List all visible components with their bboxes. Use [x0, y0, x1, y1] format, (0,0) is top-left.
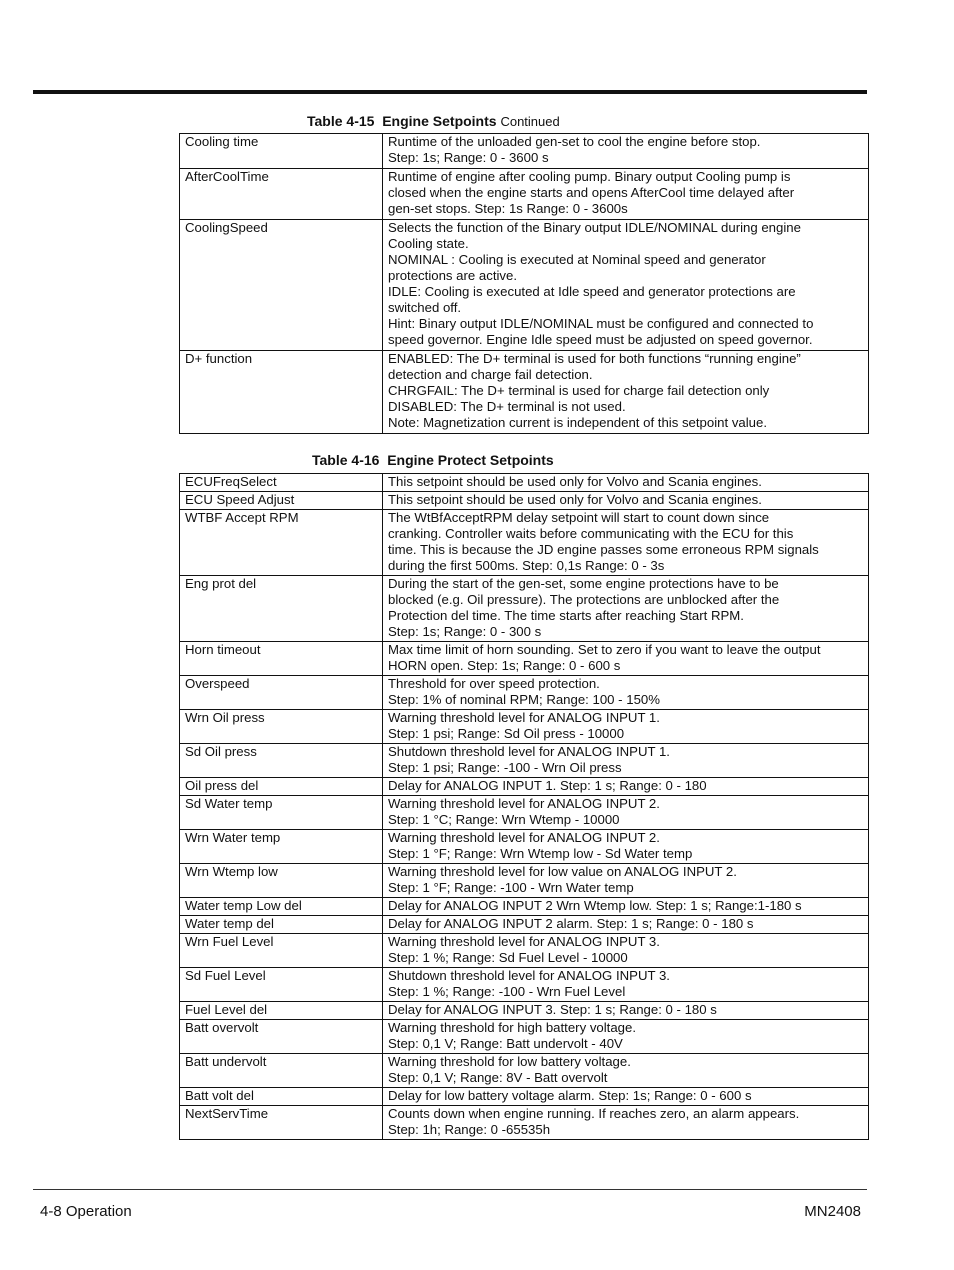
setpoint-name: D+ function — [180, 351, 383, 434]
setpoint-description — [383, 510, 869, 576]
setpoint-description — [383, 1020, 869, 1054]
setpoint-name: Cooling time — [180, 134, 383, 169]
table-row — [180, 1106, 869, 1140]
table-row — [180, 576, 869, 642]
description-line: Warning threshold level for ANALOG INPUT 1. — [388, 710, 660, 725]
setpoint-name: Wrn Oil press — [180, 710, 383, 744]
setpoint-description — [383, 576, 869, 642]
table-row — [180, 898, 869, 916]
table-row — [180, 830, 869, 864]
description-line: Delay for ANALOG INPUT 2 alarm. Step: 1 s; Range: 0 - 180 s — [388, 916, 754, 931]
setpoint-description — [383, 898, 869, 916]
setpoint-description — [383, 934, 869, 968]
setpoint-name: NextServTime — [180, 1106, 383, 1140]
description-line: Protection del time. The time starts after reaching Start RPM. — [388, 608, 744, 623]
engine-protect-setpoints-table — [179, 473, 869, 1140]
description-line: Step: 1h; Range: 0 -65535h — [388, 1122, 551, 1137]
description-line: NOMINAL : Cooling is executed at Nominal speed and generator — [388, 252, 766, 267]
table-row — [180, 864, 869, 898]
description-line: detection and charge fail detection. — [388, 367, 593, 382]
description-line: Warning threshold level for ANALOG INPUT 2. — [388, 796, 660, 811]
table-row — [180, 492, 869, 510]
description-line: Max time limit of horn sounding. Set to zero if you want to leave the output — [388, 642, 821, 657]
description-line: Warning threshold for low battery voltage. — [388, 1054, 631, 1069]
setpoint-description — [383, 1106, 869, 1140]
setpoint-name: Sd Water temp — [180, 796, 383, 830]
description-line: switched off. — [388, 300, 462, 315]
description-line: Warning threshold for high battery voltage. — [388, 1020, 637, 1035]
description-line: Step: 1 %; Range: Sd Fuel Level - 10000 — [388, 950, 628, 965]
setpoint-description — [383, 1088, 869, 1106]
setpoint-name: Water temp Low del — [180, 898, 383, 916]
table-row — [180, 934, 869, 968]
setpoint-name: Batt overvolt — [180, 1020, 383, 1054]
description-line: Step: 1 psi; Range: Sd Oil press - 10000 — [388, 726, 625, 741]
description-line: This setpoint should be used only for Volvo and Scania engines. — [388, 492, 762, 507]
description-line: Step: 1 °C; Range: Wrn Wtemp - 10000 — [388, 812, 620, 827]
description-line: CHRGFAIL: The D+ terminal is used for charge fail detection only — [388, 383, 770, 398]
description-line: Counts down when engine running. If reaches zero, an alarm appears. — [388, 1106, 800, 1121]
table-row — [180, 744, 869, 778]
table-row — [180, 169, 869, 220]
description-line: During the start of the gen-set, some engine protections have to be — [388, 576, 779, 591]
description-line: IDLE: Cooling is executed at Idle speed and generator protections are — [388, 284, 796, 299]
setpoint-description — [383, 134, 869, 169]
setpoint-name: Fuel Level del — [180, 1002, 383, 1020]
table-row — [180, 1054, 869, 1088]
setpoint-name: Wrn Wtemp low — [180, 864, 383, 898]
description-line: Step: 1 °F; Range: Wrn Wtemp low - Sd Water temp — [388, 846, 693, 861]
table-row — [180, 642, 869, 676]
setpoint-description — [383, 169, 869, 220]
setpoint-name: Batt volt del — [180, 1088, 383, 1106]
setpoint-name: CoolingSpeed — [180, 220, 383, 351]
description-line: ENABLED: The D+ terminal is used for both functions “running engine” — [388, 351, 801, 366]
description-line: Step: 1 %; Range: -100 - Wrn Fuel Level — [388, 984, 626, 999]
description-line: Cooling state. — [388, 236, 469, 251]
description-line: Delay for ANALOG INPUT 3. Step: 1 s; Range: 0 - 180 s — [388, 1002, 717, 1017]
table-row — [180, 351, 869, 434]
setpoint-description — [383, 676, 869, 710]
footer-doc-number: MN2408 — [804, 1203, 861, 1220]
setpoint-name: ECUFreqSelect — [180, 474, 383, 492]
description-line: DISABLED: The D+ terminal is not used. — [388, 399, 626, 414]
setpoint-name: Eng prot del — [180, 576, 383, 642]
description-line: Delay for ANALOG INPUT 1. Step: 1 s; Range: 0 - 180 — [388, 778, 707, 793]
table-4-15-caption — [307, 113, 560, 129]
description-line: Runtime of engine after cooling pump. Binary output Cooling pump is — [388, 169, 791, 184]
description-line: during the first 500ms. Step: 0,1s Range: 0 - 3s — [388, 558, 665, 573]
setpoint-description — [383, 642, 869, 676]
description-line: Step: 1 °F; Range: -100 - Wrn Water temp — [388, 880, 634, 895]
description-line: gen-set stops. Step: 1s Range: 0 - 3600s — [388, 201, 628, 216]
footer-rule — [33, 1189, 867, 1190]
table-4-16-caption — [312, 452, 554, 468]
setpoint-description — [383, 710, 869, 744]
description-line: Warning threshold level for ANALOG INPUT 2. — [388, 830, 660, 845]
description-line: protections are active. — [388, 268, 518, 283]
table-row — [180, 916, 869, 934]
description-line: Step: 1s; Range: 0 - 3600 s — [388, 150, 549, 165]
setpoint-description — [383, 220, 869, 351]
description-line: HORN open. Step: 1s; Range: 0 - 600 s — [388, 658, 621, 673]
setpoint-description — [383, 1002, 869, 1020]
caption-number: Table 4-16 — [312, 452, 380, 468]
setpoint-name: Sd Fuel Level — [180, 968, 383, 1002]
description-line: This setpoint should be used only for Volvo and Scania engines. — [388, 474, 762, 489]
description-line: Runtime of the unloaded gen-set to cool the engine before stop. — [388, 134, 761, 149]
setpoint-name: WTBF Accept RPM — [180, 510, 383, 576]
description-line: Step: 1 psi; Range: -100 - Wrn Oil press — [388, 760, 622, 775]
description-line: The WtBfAcceptRPM delay setpoint will start to count down since — [388, 510, 770, 525]
description-line: Step: 1% of nominal RPM; Range: 100 - 150% — [388, 692, 660, 707]
setpoint-name: Oil press del — [180, 778, 383, 796]
setpoint-description — [383, 351, 869, 434]
description-line: Delay for ANALOG INPUT 2 Wrn Wtemp low. Step: 1 s; Range:1-180 s — [388, 898, 802, 913]
description-line: Hint: Binary output IDLE/NOMINAL must be configured and connected to — [388, 316, 814, 331]
caption-number: Table 4-15 — [307, 113, 375, 129]
setpoint-name: Wrn Water temp — [180, 830, 383, 864]
table-row — [180, 778, 869, 796]
setpoint-name: ECU Speed Adjust — [180, 492, 383, 510]
setpoint-name: Horn timeout — [180, 642, 383, 676]
description-line: Threshold for over speed protection. — [388, 676, 600, 691]
table-row — [180, 676, 869, 710]
caption-title: Engine Setpoints — [382, 113, 497, 129]
description-line: Delay for low battery voltage alarm. Step: 1s; Range: 0 - 600 s — [388, 1088, 752, 1103]
caption-suffix: Continued — [500, 114, 560, 129]
setpoint-description — [383, 778, 869, 796]
table-row — [180, 1088, 869, 1106]
table-row — [180, 710, 869, 744]
table-row — [180, 968, 869, 1002]
setpoint-name: Water temp del — [180, 916, 383, 934]
description-line: Step: 0,1 V; Range: Batt undervolt - 40V — [388, 1036, 623, 1051]
header-rule — [33, 90, 867, 94]
setpoint-description — [383, 474, 869, 492]
table-row — [180, 474, 869, 492]
setpoint-name: Sd Oil press — [180, 744, 383, 778]
description-line: cranking. Controller waits before communicating with the ECU for this — [388, 526, 794, 541]
setpoint-description — [383, 1054, 869, 1088]
setpoint-name: AfterCoolTime — [180, 169, 383, 220]
table-row — [180, 1020, 869, 1054]
setpoint-description — [383, 968, 869, 1002]
setpoint-description — [383, 796, 869, 830]
description-line: time. This is because the JD engine passes some erroneous RPM signals — [388, 542, 819, 557]
description-line: speed governor. Engine Idle speed must be adjusted on speed governor. — [388, 332, 813, 347]
footer-page-label: 4-8 Operation — [40, 1203, 132, 1220]
description-line: Warning threshold level for ANALOG INPUT 3. — [388, 934, 660, 949]
table-row — [180, 796, 869, 830]
table-row — [180, 220, 869, 351]
caption-title: Engine Protect Setpoints — [387, 452, 554, 468]
description-line: blocked (e.g. Oil pressure). The protections are unblocked after the — [388, 592, 780, 607]
description-line: Selects the function of the Binary output IDLE/NOMINAL during engine — [388, 220, 801, 235]
table-row — [180, 134, 869, 169]
description-line: Warning threshold level for low value on ANALOG INPUT 2. — [388, 864, 737, 879]
setpoint-description — [383, 744, 869, 778]
setpoint-name: Wrn Fuel Level — [180, 934, 383, 968]
setpoint-description — [383, 830, 869, 864]
description-line: Shutdown threshold level for ANALOG INPUT 3. — [388, 968, 670, 983]
setpoint-description — [383, 864, 869, 898]
description-line: Step: 0,1 V; Range: 8V - Batt overvolt — [388, 1070, 608, 1085]
engine-setpoints-table — [179, 133, 869, 434]
table-row — [180, 1002, 869, 1020]
setpoint-description — [383, 916, 869, 934]
description-line: closed when the engine starts and opens AfterCool time delayed after — [388, 185, 795, 200]
description-line: Step: 1s; Range: 0 - 300 s — [388, 624, 542, 639]
setpoint-description — [383, 492, 869, 510]
setpoint-name: Overspeed — [180, 676, 383, 710]
description-line: Note: Magnetization current is independent of this setpoint value. — [388, 415, 768, 430]
setpoint-name: Batt undervolt — [180, 1054, 383, 1088]
table-row — [180, 510, 869, 576]
description-line: Shutdown threshold level for ANALOG INPUT 1. — [388, 744, 670, 759]
